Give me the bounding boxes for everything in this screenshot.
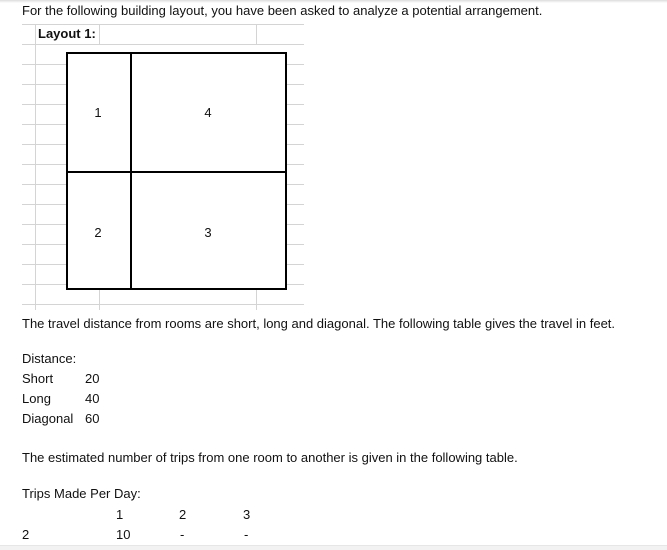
gridline <box>22 304 304 305</box>
trips-col-header-1: 1 <box>116 507 124 522</box>
distance-value-diagonal: 60 <box>85 411 100 426</box>
floor-plan <box>66 52 287 290</box>
distance-label-diagonal: Diagonal <box>22 411 74 426</box>
gridline <box>22 44 304 45</box>
gridline <box>99 24 100 44</box>
distance-label-long: Long <box>22 391 51 406</box>
distance-label-short: Short <box>22 371 54 386</box>
trips-col-header-2: 2 <box>179 507 187 522</box>
trips-cell: - <box>244 527 249 542</box>
gridline <box>35 24 36 310</box>
distance-value-short: 20 <box>85 371 100 386</box>
gridline <box>256 24 257 44</box>
distance-title: Distance: <box>22 351 77 366</box>
trips-title: Trips Made Per Day: <box>22 486 141 501</box>
layout-label: Layout 1: <box>38 26 96 41</box>
bottom-bar <box>0 545 667 550</box>
trips-cell: 10 <box>116 527 131 542</box>
intro-text: For the following building layout, you have been asked to analyze a potential arrangement. <box>22 3 543 18</box>
trips-cell: - <box>180 527 185 542</box>
room-2: 2 <box>94 225 102 240</box>
plan-horizontal-wall <box>68 171 285 173</box>
distance-intro-text: The travel distance from rooms are short, long and diagonal. The following table gives the travel in feet. <box>22 316 616 331</box>
distance-value-long: 40 <box>85 391 100 406</box>
room-3: 3 <box>204 225 212 240</box>
trips-col-header-3: 3 <box>243 507 251 522</box>
room-4: 4 <box>204 105 212 120</box>
gridline <box>22 24 304 25</box>
trips-intro-text: The estimated number of trips from one room to another is given in the following table. <box>22 450 518 465</box>
gridline <box>256 290 257 310</box>
room-1: 1 <box>94 105 102 120</box>
trips-row-label: 2 <box>22 527 30 542</box>
gridline <box>99 290 100 310</box>
